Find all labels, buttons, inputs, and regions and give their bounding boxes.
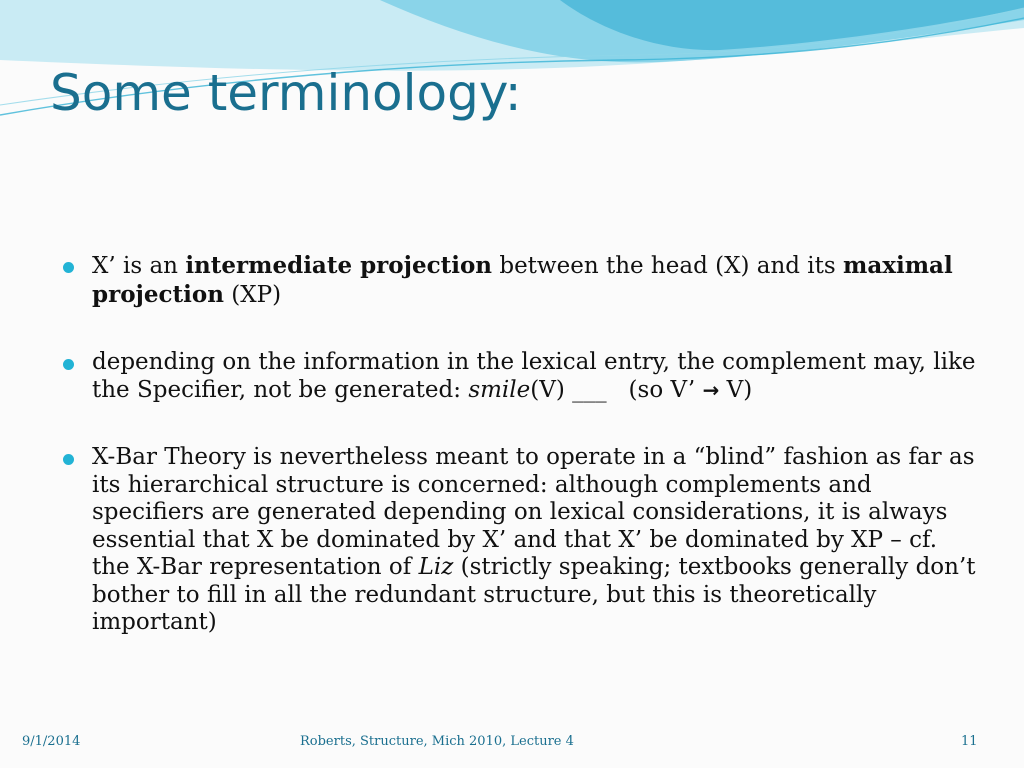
list-item [62, 252, 977, 309]
bullet-text: V) [719, 376, 753, 403]
bullet-bold-term: maximal projection [92, 252, 953, 308]
bullet-italic-term: smile [468, 376, 531, 403]
footer-caption: Roberts, Structure, Mich 2010, Lecture 4 [300, 734, 574, 749]
bullet-text: X’ is an [92, 253, 186, 279]
right-arrow-icon: → [702, 377, 720, 402]
bullet-text: between the head (X) and its [492, 253, 844, 279]
bullet-dot-icon [63, 454, 74, 465]
bullet-italic-term: Liz [418, 554, 454, 580]
bullet-dot-icon [63, 359, 74, 370]
list-item [62, 349, 977, 404]
bullet-text: (XP) [223, 281, 282, 308]
list-item [62, 444, 977, 637]
bullet-text: X-Bar Theory is nevertheless meant to operate in a “blind” fashion as far as its hierarchical structure is concerned: although complements and specifiers are generated depending on lexical considerations, it is always essential that X be dominated by X’ and that X’ be dominated by XP – cf. the X-Bar representation of [92, 444, 975, 580]
bullet-dot-icon [63, 262, 74, 273]
footer-page-number: 11 [961, 734, 978, 749]
bullet-list [62, 252, 977, 677]
bullet-text: (strictly speaking; textbooks generally don’t bother to fill in all the redundant structure, but this is theoretically important) [92, 554, 976, 635]
bullet-text: (V) ___ (so V’ [530, 376, 703, 403]
bullet-bold-term: intermediate projection [185, 252, 493, 279]
bullet-text: depending on the information in the lexical entry, the complement may, like the Specifier, not be generated: [92, 349, 976, 403]
slide-title: Some terminology: [50, 64, 522, 122]
footer-date: 9/1/2014 [22, 734, 81, 749]
